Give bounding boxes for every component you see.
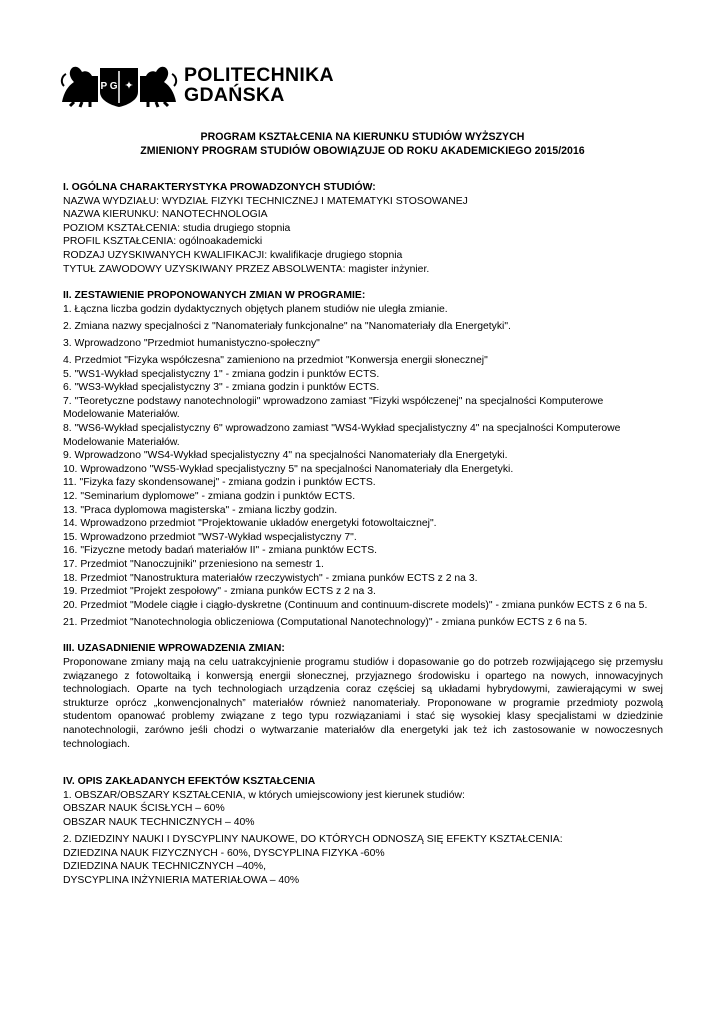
list-item: 16. "Fizyczne metody badań materiałów II" - zmiana punktów ECTS. (63, 545, 378, 557)
shield-right-glyph: ✦ (124, 79, 134, 92)
discipline-materials: DYSCYPLINA INŻYNIERIA MATERIAŁOWA – 40% (63, 874, 300, 886)
list-item: 17. Przedmiot "Nanoczujniki" przeniesiono na semestr 1. (63, 558, 324, 570)
disciplines-block (63, 833, 663, 887)
list-item: 6. "WS3-Wykład specjalistyczny 3" - zmiana godzin i punktów ECTS. (63, 382, 380, 394)
shield-left-text: P G (100, 81, 118, 92)
graduate-title: TYTUŁ ZAWODOWY UZYSKIWANY PRZEZ ABSOLWENTA: magister inżynier. (63, 263, 430, 275)
list-item: 7. "Teoretyczne podstawy nanotechnologii" wprowadzono zamiast "Fizyki współczenej" na specjalności Komputerowe Modelowanie Materiałów. (63, 395, 604, 421)
list-item: 9. Wprowadzono "WS4-Wykład specjalistyczny 4" na specjalności Nanomateriały dla Energetyki. (63, 450, 508, 462)
list-item: 11. "Fizyka fazy skondensowanej" - zmiana godzin i punktów ECTS. (63, 477, 376, 489)
list-item: 13. "Praca dyplomowa magisterska" - zmiana liczby godzin. (63, 504, 338, 516)
section-4-heading: IV. OPIS ZAKŁADANYCH EFEKTÓW KSZTAŁCENIA (63, 776, 316, 788)
disciplines-intro: 2. DZIEDZINY NAUKI I DYSCYPLINY NAUKOWE, DO KTÓRYCH ODNOSZĄ SIĘ EFEKTY KSZTAŁCENIA: (63, 834, 563, 846)
list-item: 2. Zmiana nazwy specjalności z "Nanomateriały funkcjonalne" na "Nanomateriały dla Energetyki". (63, 320, 511, 332)
list-item: 15. Wprowadzono przedmiot "WS7-Wykład wspecjalistyczny 7". (63, 531, 357, 543)
section-2-heading: II. ZESTAWIENIE PROPONOWANYCH ZMIAN W PROGRAMIE: (63, 290, 366, 302)
list-item: 14. Wprowadzono przedmiot "Projektowanie układów energetyki fotowoltaicznej". (63, 518, 437, 530)
university-logo (60, 62, 334, 108)
discipline-physics: DZIEDZINA NAUK FIZYCZNYCH - 60%, DYSCYPLINA FIZYKA -60% (63, 847, 385, 859)
document-title (0, 130, 725, 158)
list-item: 18. Przedmiot "Nanostruktura materiałów rzeczywistych" - zmiana punków ECTS z 2 na 3. (63, 572, 478, 584)
list-item: 10. Wprowadzono "WS5-Wykład specjalistyczny 5" na specjalności Nanomateriały dla Energetyki. (63, 463, 514, 475)
education-level: POZIOM KSZTAŁCENIA: studia drugiego stopnia (63, 222, 291, 234)
list-item: 12. "Seminarium dyplomowe" - zmiana godzin i punktów ECTS. (63, 490, 356, 502)
qualification-type: RODZAJ UZYSKIWANYCH KWALIFIKACJI: kwalifikacje drugiego stopnia (63, 249, 403, 261)
list-item: 5. "WS1-Wykład specjalistyczny 1" - zmiana godzin i punktów ECTS. (63, 368, 380, 380)
domain-technical: DZIEDZINA NAUK TECHNICZNYCH –40%, (63, 861, 267, 873)
crest-icon (60, 62, 178, 108)
section-1-lines (63, 195, 663, 277)
area-technical-sciences: OBSZAR NAUK TECHNICZNYCH – 40% (63, 816, 255, 828)
faculty-name: NAZWA WYDZIAŁU: WYDZIAŁ FIZYKI TECHNICZNEJ I MATEMATYKI STOSOWANEJ (63, 195, 468, 207)
section-1-heading: I. OGÓLNA CHARAKTERYSTYKA PROWADZONYCH STUDIÓW: (63, 182, 376, 193)
logo-line-2: GDAŃSKA (184, 84, 285, 106)
section-3-heading: III. UZASADNIENIE WPROWADZENIA ZMIAN: (63, 643, 285, 655)
changes-list (63, 303, 663, 630)
document-body (63, 181, 663, 887)
area-exact-sciences: OBSZAR NAUK ŚCISŁYCH – 60% (63, 803, 225, 815)
logo-wordmark (184, 65, 334, 105)
list-item: 4. Przedmiot "Fizyka współczesna" zamieniono na przedmiot "Konwersja energii słonecznej" (63, 355, 488, 367)
list-item: 8. "WS6-Wykład specjalistyczny 6" wprowadzono zamiast "WS4-Wykład specjalistyczny 4" na specjalności Komputerowe Modelowanie Materiałów. (63, 423, 621, 448)
list-item: 3. Wprowadzono "Przedmiot humanistyczno-społeczny" (63, 337, 320, 349)
logo-line-1: POLITECHNIKA (184, 64, 334, 86)
list-item: 21. Przedmiot "Nanotechnologia obliczeniowa (Computational Nanotechnology)" - zmiana punków ECTS z 6 na 5. (63, 616, 588, 628)
list-item: 20. Przedmiot "Modele ciągłe i ciągło-dyskretne (Continuum and continuum-discrete models)" - zmiana punków ECTS z 6 na 5. (63, 599, 648, 611)
justification-paragraph: Proponowane zmiany mają na celu uatrakcyjnienie programu studiów i dopasowanie go do potrzeb rozwijającego się przemysłu związanego z fotowoltaiką i konwersją energii słonecznej, przyjaznego środowisku i opartego na nowych, innowacyjnych technologiach. Oparte na tych technologiach urządzenia coraz częściej są układami hybrydowymi, zawierającymi w swej strukturze oprócz „konwencjonalnych” materiałów również nanomateriały. Proponowane w programie przedmioty pozwolą studentom opanować problemy związane z tego typu rozwiązaniami i stać się wysokiej klasy specjalistami w dziedzinie nanotechnologii, zarówno jeśli chodzi o wytwarzanie materiałów dla energetyki jak też ich zastosowanie w nowoczesnych technologiach. (63, 657, 663, 750)
areas-intro: 1. OBSZAR/OBSZARY KSZTAŁCENIA, w których umiejscowiony jest kierunek studiów: (63, 789, 465, 801)
list-item: 19. Przedmiot "Projekt zespołowy" - zmiana punków ECTS z 2 na 3. (63, 586, 376, 598)
title-line-1: PROGRAM KSZTAŁCENIA NA KIERUNKU STUDIÓW WYŻSZYCH (200, 131, 525, 143)
list-item: 1. Łączna liczba godzin dydaktycznych objętych planem studiów nie uległa zmianie. (63, 303, 448, 315)
title-line-2: ZMIENIONY PROGRAM STUDIÓW OBOWIĄZUJE OD ROKU AKADEMICKIEGO 2015/2016 (140, 145, 585, 157)
field-name: NAZWA KIERUNKU: NANOTECHNOLOGIA (63, 209, 268, 221)
areas-block (63, 789, 663, 830)
education-profile: PROFIL KSZTAŁCENIA: ogólnoakademicki (63, 236, 263, 248)
